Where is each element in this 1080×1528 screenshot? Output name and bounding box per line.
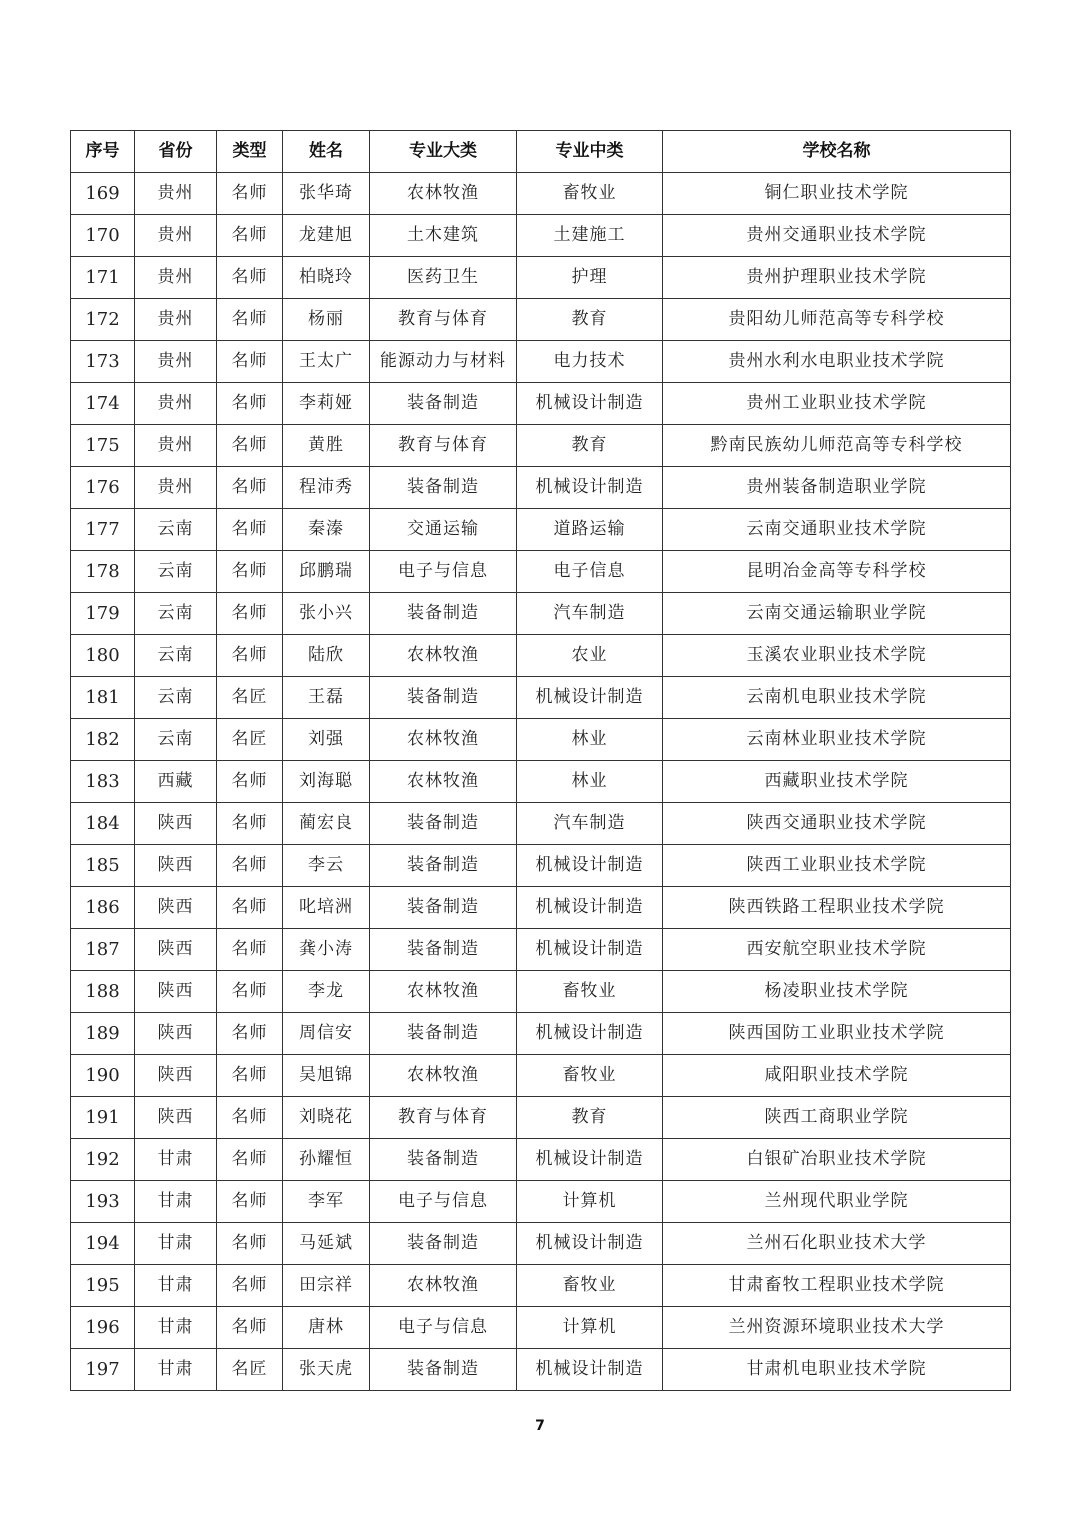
header-school-name: 学校名称 bbox=[663, 131, 1011, 173]
header-type: 类型 bbox=[217, 131, 283, 173]
cell-major-subcategory: 林业 bbox=[517, 761, 663, 803]
cell-school-name: 云南机电职业技术学院 bbox=[663, 677, 1011, 719]
cell-type: 名师 bbox=[217, 299, 283, 341]
cell-major-subcategory: 教育 bbox=[517, 299, 663, 341]
cell-type: 名师 bbox=[217, 425, 283, 467]
cell-name: 蔺宏良 bbox=[283, 803, 370, 845]
table-row bbox=[71, 761, 1011, 803]
cell-major-category: 装备制造 bbox=[370, 593, 517, 635]
cell-school-name: 白银矿冶职业技术学院 bbox=[663, 1139, 1011, 1181]
cell-index: 186 bbox=[71, 887, 135, 929]
cell-name: 吴旭锦 bbox=[283, 1055, 370, 1097]
cell-type: 名师 bbox=[217, 509, 283, 551]
cell-major-subcategory: 教育 bbox=[517, 1097, 663, 1139]
cell-major-subcategory: 机械设计制造 bbox=[517, 887, 663, 929]
cell-major-category: 交通运输 bbox=[370, 509, 517, 551]
cell-name: 孙耀恒 bbox=[283, 1139, 370, 1181]
cell-school-name: 兰州石化职业技术大学 bbox=[663, 1223, 1011, 1265]
cell-school-name: 云南交通运输职业学院 bbox=[663, 593, 1011, 635]
cell-major-category: 电子与信息 bbox=[370, 551, 517, 593]
cell-major-category: 电子与信息 bbox=[370, 1181, 517, 1223]
cell-type: 名匠 bbox=[217, 1349, 283, 1391]
cell-index: 176 bbox=[71, 467, 135, 509]
cell-name: 叱培洲 bbox=[283, 887, 370, 929]
cell-school-name: 陕西工业职业技术学院 bbox=[663, 845, 1011, 887]
cell-province: 贵州 bbox=[135, 215, 217, 257]
cell-type: 名师 bbox=[217, 551, 283, 593]
header-province: 省份 bbox=[135, 131, 217, 173]
cell-major-category: 装备制造 bbox=[370, 677, 517, 719]
cell-name: 刘强 bbox=[283, 719, 370, 761]
cell-index: 180 bbox=[71, 635, 135, 677]
cell-index: 196 bbox=[71, 1307, 135, 1349]
table-row bbox=[71, 425, 1011, 467]
cell-school-name: 贵州护理职业技术学院 bbox=[663, 257, 1011, 299]
table-row bbox=[71, 1139, 1011, 1181]
cell-major-category: 装备制造 bbox=[370, 845, 517, 887]
cell-province: 陕西 bbox=[135, 1097, 217, 1139]
cell-type: 名师 bbox=[217, 467, 283, 509]
cell-major-subcategory: 畜牧业 bbox=[517, 971, 663, 1013]
table-row bbox=[71, 173, 1011, 215]
cell-major-subcategory: 教育 bbox=[517, 425, 663, 467]
cell-major-subcategory: 机械设计制造 bbox=[517, 1013, 663, 1055]
cell-index: 195 bbox=[71, 1265, 135, 1307]
cell-name: 刘晓花 bbox=[283, 1097, 370, 1139]
cell-major-category: 农林牧渔 bbox=[370, 635, 517, 677]
cell-province: 云南 bbox=[135, 509, 217, 551]
table-row bbox=[71, 719, 1011, 761]
cell-province: 陕西 bbox=[135, 1013, 217, 1055]
cell-name: 邱鹏瑞 bbox=[283, 551, 370, 593]
cell-major-category: 装备制造 bbox=[370, 1139, 517, 1181]
cell-name: 唐林 bbox=[283, 1307, 370, 1349]
cell-type: 名师 bbox=[217, 971, 283, 1013]
cell-index: 169 bbox=[71, 173, 135, 215]
cell-name: 张天虎 bbox=[283, 1349, 370, 1391]
cell-school-name: 兰州资源环境职业技术大学 bbox=[663, 1307, 1011, 1349]
cell-type: 名匠 bbox=[217, 719, 283, 761]
table-row bbox=[71, 383, 1011, 425]
cell-major-category: 装备制造 bbox=[370, 1223, 517, 1265]
table-row bbox=[71, 1055, 1011, 1097]
cell-type: 名师 bbox=[217, 383, 283, 425]
table-row bbox=[71, 257, 1011, 299]
cell-major-subcategory: 机械设计制造 bbox=[517, 1349, 663, 1391]
cell-major-subcategory: 计算机 bbox=[517, 1181, 663, 1223]
cell-name: 张华琦 bbox=[283, 173, 370, 215]
cell-province: 贵州 bbox=[135, 425, 217, 467]
cell-province: 云南 bbox=[135, 719, 217, 761]
cell-index: 184 bbox=[71, 803, 135, 845]
cell-name: 张小兴 bbox=[283, 593, 370, 635]
cell-type: 名师 bbox=[217, 1097, 283, 1139]
cell-school-name: 咸阳职业技术学院 bbox=[663, 1055, 1011, 1097]
cell-major-subcategory: 土建施工 bbox=[517, 215, 663, 257]
cell-name: 王太广 bbox=[283, 341, 370, 383]
table-row bbox=[71, 677, 1011, 719]
cell-school-name: 黔南民族幼儿师范高等专科学校 bbox=[663, 425, 1011, 467]
cell-index: 171 bbox=[71, 257, 135, 299]
cell-major-subcategory: 护理 bbox=[517, 257, 663, 299]
cell-type: 名师 bbox=[217, 887, 283, 929]
cell-major-category: 土木建筑 bbox=[370, 215, 517, 257]
cell-type: 名匠 bbox=[217, 677, 283, 719]
cell-province: 陕西 bbox=[135, 929, 217, 971]
cell-province: 贵州 bbox=[135, 383, 217, 425]
cell-major-category: 医药卫生 bbox=[370, 257, 517, 299]
roster-table bbox=[70, 130, 1011, 1391]
table-row bbox=[71, 509, 1011, 551]
cell-school-name: 铜仁职业技术学院 bbox=[663, 173, 1011, 215]
cell-name: 龚小涛 bbox=[283, 929, 370, 971]
cell-index: 190 bbox=[71, 1055, 135, 1097]
cell-school-name: 昆明冶金高等专科学校 bbox=[663, 551, 1011, 593]
table-row bbox=[71, 971, 1011, 1013]
cell-major-subcategory: 机械设计制造 bbox=[517, 467, 663, 509]
cell-school-name: 云南交通职业技术学院 bbox=[663, 509, 1011, 551]
cell-major-subcategory: 电子信息 bbox=[517, 551, 663, 593]
cell-name: 李军 bbox=[283, 1181, 370, 1223]
cell-type: 名师 bbox=[217, 593, 283, 635]
cell-major-category: 教育与体育 bbox=[370, 1097, 517, 1139]
cell-index: 183 bbox=[71, 761, 135, 803]
cell-major-subcategory: 机械设计制造 bbox=[517, 1139, 663, 1181]
cell-name: 周信安 bbox=[283, 1013, 370, 1055]
cell-province: 贵州 bbox=[135, 467, 217, 509]
cell-name: 龙建旭 bbox=[283, 215, 370, 257]
table-header-row bbox=[71, 131, 1011, 173]
table-row bbox=[71, 1265, 1011, 1307]
cell-major-category: 装备制造 bbox=[370, 887, 517, 929]
cell-type: 名师 bbox=[217, 1181, 283, 1223]
cell-major-subcategory: 电力技术 bbox=[517, 341, 663, 383]
cell-index: 188 bbox=[71, 971, 135, 1013]
table-row bbox=[71, 341, 1011, 383]
cell-type: 名师 bbox=[217, 1223, 283, 1265]
cell-school-name: 玉溪农业职业技术学院 bbox=[663, 635, 1011, 677]
table-row bbox=[71, 1307, 1011, 1349]
cell-major-subcategory: 畜牧业 bbox=[517, 1055, 663, 1097]
cell-province: 陕西 bbox=[135, 887, 217, 929]
cell-type: 名师 bbox=[217, 761, 283, 803]
cell-name: 程沛秀 bbox=[283, 467, 370, 509]
cell-index: 193 bbox=[71, 1181, 135, 1223]
header-index: 序号 bbox=[71, 131, 135, 173]
table-row bbox=[71, 887, 1011, 929]
table-row bbox=[71, 215, 1011, 257]
cell-name: 李龙 bbox=[283, 971, 370, 1013]
cell-major-subcategory: 机械设计制造 bbox=[517, 383, 663, 425]
table-row bbox=[71, 593, 1011, 635]
cell-type: 名师 bbox=[217, 929, 283, 971]
cell-major-subcategory: 机械设计制造 bbox=[517, 1223, 663, 1265]
cell-province: 贵州 bbox=[135, 299, 217, 341]
cell-major-subcategory: 畜牧业 bbox=[517, 173, 663, 215]
cell-index: 191 bbox=[71, 1097, 135, 1139]
cell-name: 田宗祥 bbox=[283, 1265, 370, 1307]
cell-major-subcategory: 机械设计制造 bbox=[517, 845, 663, 887]
cell-major-subcategory: 道路运输 bbox=[517, 509, 663, 551]
cell-index: 178 bbox=[71, 551, 135, 593]
table-row bbox=[71, 1013, 1011, 1055]
cell-major-subcategory: 机械设计制造 bbox=[517, 929, 663, 971]
table-row bbox=[71, 1097, 1011, 1139]
cell-province: 陕西 bbox=[135, 803, 217, 845]
cell-school-name: 陕西国防工业职业技术学院 bbox=[663, 1013, 1011, 1055]
cell-school-name: 甘肃机电职业技术学院 bbox=[663, 1349, 1011, 1391]
cell-major-category: 教育与体育 bbox=[370, 299, 517, 341]
cell-school-name: 兰州现代职业学院 bbox=[663, 1181, 1011, 1223]
cell-province: 云南 bbox=[135, 635, 217, 677]
cell-name: 李云 bbox=[283, 845, 370, 887]
table-row bbox=[71, 299, 1011, 341]
cell-type: 名师 bbox=[217, 1307, 283, 1349]
cell-school-name: 云南林业职业技术学院 bbox=[663, 719, 1011, 761]
cell-province: 陕西 bbox=[135, 971, 217, 1013]
cell-major-subcategory: 畜牧业 bbox=[517, 1265, 663, 1307]
cell-province: 西藏 bbox=[135, 761, 217, 803]
cell-index: 170 bbox=[71, 215, 135, 257]
cell-type: 名师 bbox=[217, 215, 283, 257]
cell-province: 贵州 bbox=[135, 173, 217, 215]
cell-major-subcategory: 汽车制造 bbox=[517, 803, 663, 845]
table-row bbox=[71, 803, 1011, 845]
cell-school-name: 陕西交通职业技术学院 bbox=[663, 803, 1011, 845]
cell-school-name: 西藏职业技术学院 bbox=[663, 761, 1011, 803]
cell-type: 名师 bbox=[217, 1265, 283, 1307]
cell-school-name: 贵州水利水电职业技术学院 bbox=[663, 341, 1011, 383]
cell-major-category: 农林牧渔 bbox=[370, 173, 517, 215]
cell-index: 185 bbox=[71, 845, 135, 887]
cell-major-subcategory: 机械设计制造 bbox=[517, 677, 663, 719]
cell-index: 192 bbox=[71, 1139, 135, 1181]
page-number: 7 bbox=[535, 1418, 545, 1434]
cell-major-category: 能源动力与材料 bbox=[370, 341, 517, 383]
cell-name: 李莉娅 bbox=[283, 383, 370, 425]
cell-major-subcategory: 林业 bbox=[517, 719, 663, 761]
cell-name: 柏晓玲 bbox=[283, 257, 370, 299]
cell-index: 182 bbox=[71, 719, 135, 761]
cell-school-name: 贵州工业职业技术学院 bbox=[663, 383, 1011, 425]
cell-major-subcategory: 汽车制造 bbox=[517, 593, 663, 635]
cell-index: 179 bbox=[71, 593, 135, 635]
cell-type: 名师 bbox=[217, 257, 283, 299]
cell-name: 马延斌 bbox=[283, 1223, 370, 1265]
cell-major-subcategory: 农业 bbox=[517, 635, 663, 677]
cell-index: 172 bbox=[71, 299, 135, 341]
cell-index: 174 bbox=[71, 383, 135, 425]
header-major-category: 专业大类 bbox=[370, 131, 517, 173]
cell-province: 甘肃 bbox=[135, 1349, 217, 1391]
cell-type: 名师 bbox=[217, 635, 283, 677]
cell-major-category: 装备制造 bbox=[370, 803, 517, 845]
cell-type: 名师 bbox=[217, 341, 283, 383]
cell-name: 刘海聪 bbox=[283, 761, 370, 803]
cell-index: 177 bbox=[71, 509, 135, 551]
cell-major-category: 农林牧渔 bbox=[370, 1055, 517, 1097]
cell-major-category: 装备制造 bbox=[370, 1013, 517, 1055]
cell-province: 云南 bbox=[135, 677, 217, 719]
cell-index: 173 bbox=[71, 341, 135, 383]
cell-major-category: 农林牧渔 bbox=[370, 719, 517, 761]
cell-major-category: 电子与信息 bbox=[370, 1307, 517, 1349]
cell-type: 名师 bbox=[217, 173, 283, 215]
cell-major-category: 装备制造 bbox=[370, 1349, 517, 1391]
cell-school-name: 贵阳幼儿师范高等专科学校 bbox=[663, 299, 1011, 341]
cell-type: 名师 bbox=[217, 1013, 283, 1055]
cell-type: 名师 bbox=[217, 845, 283, 887]
table-row bbox=[71, 635, 1011, 677]
table-row bbox=[71, 1223, 1011, 1265]
cell-type: 名师 bbox=[217, 1139, 283, 1181]
cell-school-name: 贵州装备制造职业学院 bbox=[663, 467, 1011, 509]
cell-index: 181 bbox=[71, 677, 135, 719]
cell-province: 甘肃 bbox=[135, 1181, 217, 1223]
cell-province: 甘肃 bbox=[135, 1139, 217, 1181]
cell-province: 陕西 bbox=[135, 1055, 217, 1097]
cell-index: 175 bbox=[71, 425, 135, 467]
cell-major-category: 装备制造 bbox=[370, 383, 517, 425]
cell-major-category: 农林牧渔 bbox=[370, 1265, 517, 1307]
cell-province: 甘肃 bbox=[135, 1307, 217, 1349]
table-row bbox=[71, 467, 1011, 509]
cell-index: 197 bbox=[71, 1349, 135, 1391]
cell-type: 名师 bbox=[217, 1055, 283, 1097]
cell-name: 杨丽 bbox=[283, 299, 370, 341]
cell-major-category: 农林牧渔 bbox=[370, 971, 517, 1013]
cell-major-category: 教育与体育 bbox=[370, 425, 517, 467]
cell-major-category: 装备制造 bbox=[370, 929, 517, 971]
table-row bbox=[71, 845, 1011, 887]
cell-province: 甘肃 bbox=[135, 1223, 217, 1265]
header-name: 姓名 bbox=[283, 131, 370, 173]
cell-name: 黄胜 bbox=[283, 425, 370, 467]
cell-school-name: 西安航空职业技术学院 bbox=[663, 929, 1011, 971]
cell-major-subcategory: 计算机 bbox=[517, 1307, 663, 1349]
cell-index: 187 bbox=[71, 929, 135, 971]
cell-school-name: 贵州交通职业技术学院 bbox=[663, 215, 1011, 257]
cell-province: 云南 bbox=[135, 593, 217, 635]
table-row bbox=[71, 1349, 1011, 1391]
header-major-subcategory: 专业中类 bbox=[517, 131, 663, 173]
cell-province: 贵州 bbox=[135, 341, 217, 383]
cell-province: 陕西 bbox=[135, 845, 217, 887]
cell-school-name: 陕西工商职业学院 bbox=[663, 1097, 1011, 1139]
table-body bbox=[71, 173, 1011, 1391]
cell-name: 秦溱 bbox=[283, 509, 370, 551]
cell-name: 王磊 bbox=[283, 677, 370, 719]
cell-major-category: 装备制造 bbox=[370, 467, 517, 509]
cell-type: 名师 bbox=[217, 803, 283, 845]
table-row bbox=[71, 1181, 1011, 1223]
cell-province: 贵州 bbox=[135, 257, 217, 299]
cell-school-name: 甘肃畜牧工程职业技术学院 bbox=[663, 1265, 1011, 1307]
cell-major-category: 农林牧渔 bbox=[370, 761, 517, 803]
cell-name: 陆欣 bbox=[283, 635, 370, 677]
cell-index: 194 bbox=[71, 1223, 135, 1265]
table-row bbox=[71, 551, 1011, 593]
cell-school-name: 陕西铁路工程职业技术学院 bbox=[663, 887, 1011, 929]
cell-school-name: 杨凌职业技术学院 bbox=[663, 971, 1011, 1013]
cell-province: 甘肃 bbox=[135, 1265, 217, 1307]
cell-province: 云南 bbox=[135, 551, 217, 593]
table-row bbox=[71, 929, 1011, 971]
cell-index: 189 bbox=[71, 1013, 135, 1055]
